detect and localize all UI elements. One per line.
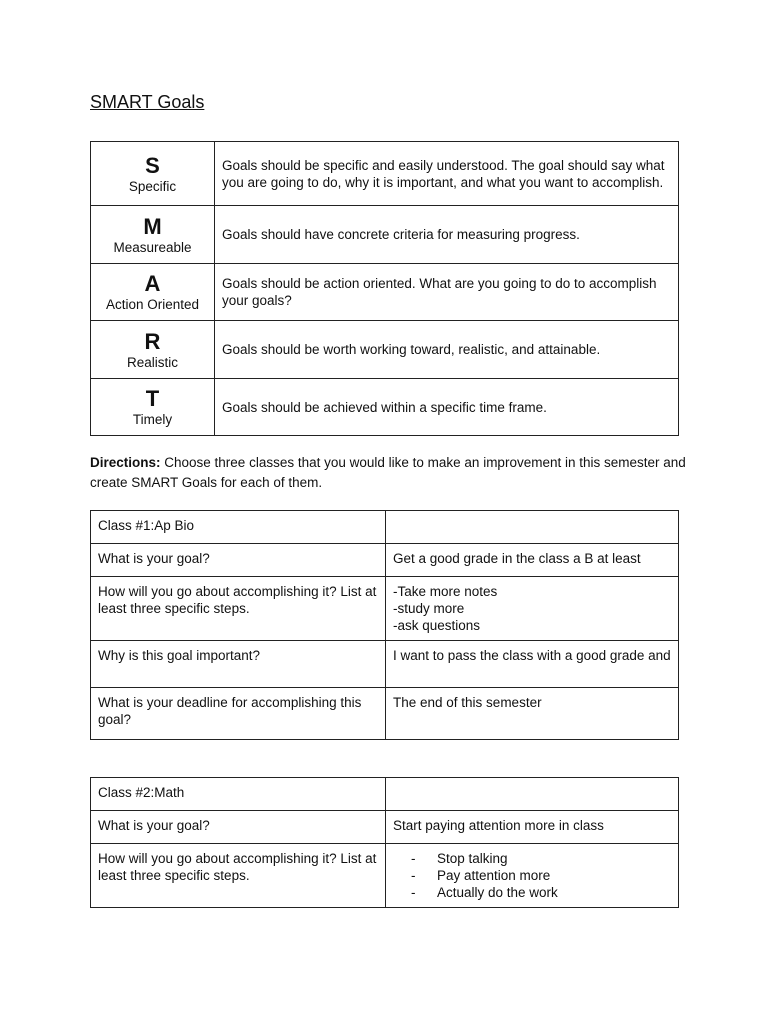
table-row: [91, 641, 679, 688]
answer-cell: [386, 844, 679, 908]
question-cell: How will you go about accomplishing it? List at least three specific steps.: [91, 844, 386, 908]
smart-letter: S: [145, 152, 160, 178]
table-row: [91, 577, 679, 641]
smart-letter: M: [143, 213, 162, 239]
answer-cell: Start paying attention more in class: [386, 811, 679, 844]
table-row: [91, 688, 679, 740]
answer-cell: [386, 778, 679, 811]
directions-label: Directions:: [90, 455, 161, 470]
class-2-table: [90, 777, 679, 908]
smart-row-a: [91, 264, 679, 321]
list-item: - Pay attention more: [437, 867, 671, 884]
smart-row-t: [91, 379, 679, 436]
letter-cell: [91, 264, 215, 321]
smart-description: Goals should be achieved within a specific time frame.: [215, 379, 679, 436]
question-cell: What is your goal?: [91, 544, 386, 577]
list-item: - Actually do the work: [437, 884, 671, 901]
page-title: SMART Goals: [90, 92, 205, 112]
answer-line: -Take more notes: [393, 584, 498, 599]
smart-description: Goals should be specific and easily understood. The goal should say what you are going to do, why it is important, and what you want to accomplish.: [215, 142, 679, 206]
directions-paragraph: [90, 453, 690, 493]
answer-line: -study more: [393, 601, 465, 616]
answer-line: -ask questions: [393, 618, 481, 633]
list-item: - Stop talking: [437, 850, 671, 867]
smart-word: Action Oriented: [105, 297, 200, 312]
answer-cell: The end of this semester: [386, 688, 679, 740]
table-row: [91, 844, 679, 908]
question-cell: How will you go about accomplishing it? List at least three specific steps.: [91, 577, 386, 641]
smart-row-r: [91, 321, 679, 379]
table-row: [91, 778, 679, 811]
answer-cell: [386, 511, 679, 544]
smart-description: Goals should be action oriented. What are you going to do to accomplish your goals?: [215, 264, 679, 321]
answer-cell: I want to pass the class with a good grade and: [386, 641, 679, 688]
question-cell: What is your goal?: [91, 811, 386, 844]
answer-cell: [386, 577, 679, 641]
smart-word: Timely: [132, 412, 173, 427]
class-header: Class #1:Ap Bio: [91, 511, 386, 544]
table-row: [91, 811, 679, 844]
answer-cell: Get a good grade in the class a B at least: [386, 544, 679, 577]
table-row: [91, 511, 679, 544]
smart-description: Goals should be worth working toward, realistic, and attainable.: [215, 321, 679, 379]
smart-row-m: [91, 206, 679, 264]
smart-word: Specific: [128, 178, 177, 194]
letter-cell: [91, 379, 215, 436]
smart-letter: A: [144, 271, 161, 296]
smart-table: [90, 141, 679, 436]
table-row: [91, 544, 679, 577]
class-1-table: [90, 510, 679, 740]
letter-cell: [91, 206, 215, 264]
letter-cell: [91, 142, 215, 206]
smart-word: Measureable: [113, 239, 192, 255]
smart-letter: R: [144, 328, 161, 354]
class-header: Class #2:Math: [91, 778, 386, 811]
directions-text: Choose three classes that you would like to make an improvement in this semester and create SMART Goals for each of them.: [90, 455, 686, 490]
question-cell: Why is this goal important?: [91, 641, 386, 688]
smart-description: Goals should have concrete criteria for measuring progress.: [215, 206, 679, 264]
smart-row-s: [91, 142, 679, 206]
smart-word: Realistic: [126, 354, 178, 370]
steps-list: [393, 850, 671, 901]
smart-letter: T: [145, 386, 160, 411]
letter-cell: [91, 321, 215, 379]
question-cell: What is your deadline for accomplishing this goal?: [91, 688, 386, 740]
